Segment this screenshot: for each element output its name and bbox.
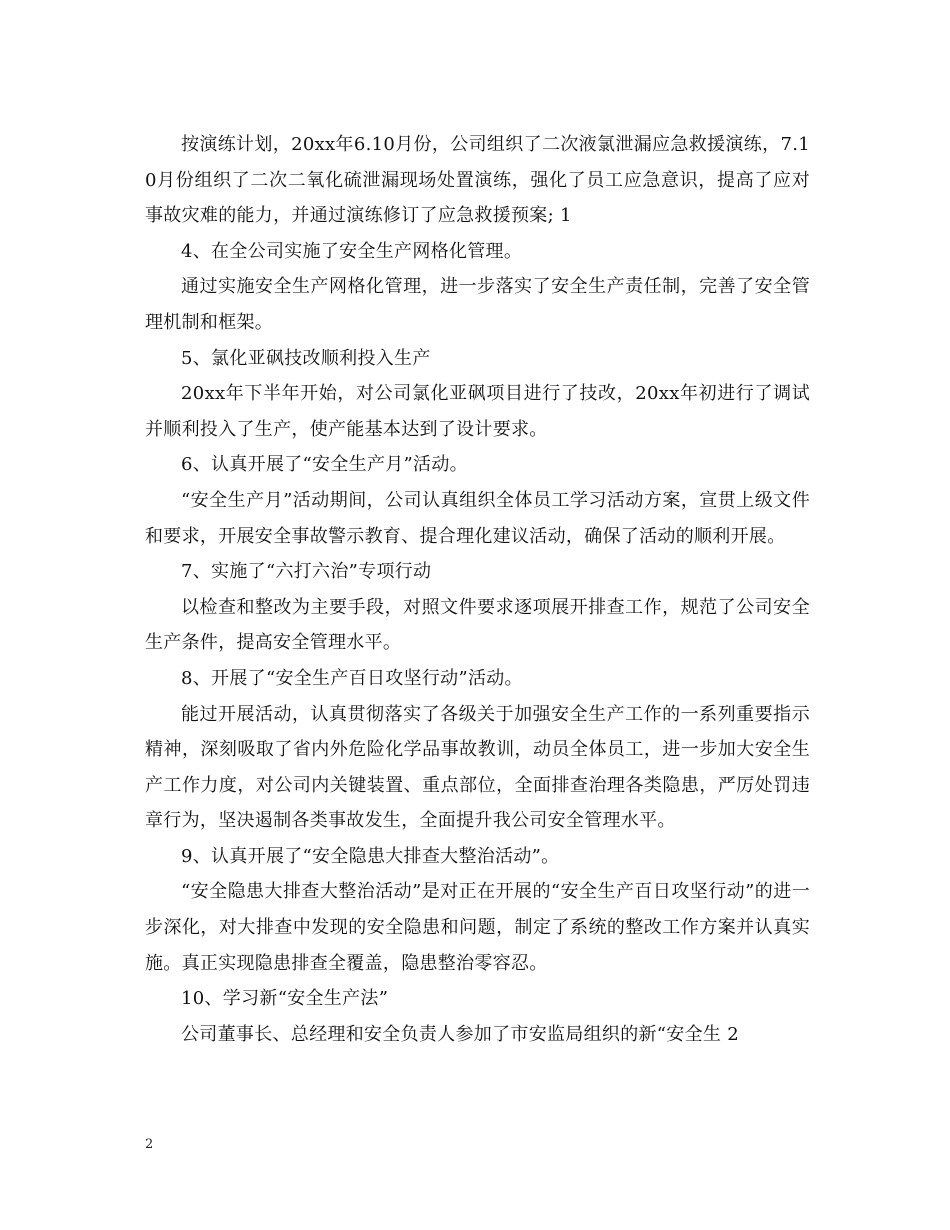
paragraph-drill-plan: 按演练计划，20xx年6.10月份，公司组织了二次液氯泄漏应急救援演练，7.10月份组织了二次二氧化硫泄漏现场处置演练，强化了员工应急意识，提高了应对事故灾难的能力，并通过演练修订了应急救援预案; 1 (145, 134, 810, 227)
paragraph-hundred-days: 能过开展活动，认真贯彻落实了各级关于加强安全生产工作的一系列重要指示精神，深刻吸取了省内外危险化学品事故教训，动员全体员工，进一步加大安全生产工作力度，对公司内关键装置、重点部位，全面排查治理各类隐患，严厉处罚违章行为，坚决遏制各类事故发生，全面提升我公司安全管理水平。 (145, 703, 810, 832)
page-number: 2 (145, 1137, 154, 1152)
paragraph-hazard-inspection: “安全隐患大排查大整治活动”是对正在开展的“安全生产百日攻坚行动”的进一步深化，对大排查中发现的安全隐患和问题，制定了系统的整改工作方案并认真实施。真正实现隐患排查全覆盖，隐患整治零容忍。 (145, 881, 810, 974)
paragraph-new-safety-law: 公司董事长、总经理和安全负责人参加了市安监局组织的新“安全生 2 (181, 1023, 739, 1045)
document-body (145, 127, 810, 1052)
paragraph-grid-management: 通过实施安全生产网格化管理，进一步落实了安全生产责任制，完善了安全管理机制和框架。 (145, 276, 810, 333)
heading-six-six-action: 7、实施了“六打六治”专项行动 (181, 561, 432, 583)
paragraph-thionyl-chloride: 20xx年下半年开始，对公司氯化亚砜项目进行了技改，20xx年初进行了调试并顺利投入了生产，使产能基本达到了设计要求。 (145, 383, 810, 440)
heading-hazard-inspection: 9、认真开展了“安全隐患大排查大整治活动”。 (181, 845, 560, 867)
heading-safety-month: 6、认真开展了“安全生产月”活动。 (181, 454, 468, 476)
paragraph-six-six-action: 以检查和整改为主要手段，对照文件要求逐项展开排查工作，规范了公司安全生产条件，提高安全管理水平。 (145, 596, 810, 654)
heading-hundred-days: 8、开展了“安全生产百日攻坚行动”活动。 (181, 667, 523, 689)
paragraph-safety-month: “安全生产月”活动期间，公司认真组织全体员工学习活动方案，宣贯上级文件和要求，开展安全事故警示教育、提合理化建议活动，确保了活动的顺利开展。 (145, 489, 810, 547)
heading-thionyl-chloride: 5、氯化亚砜技改顺利投入生产 (181, 347, 431, 369)
heading-grid-management: 4、在全公司实施了安全生产网格化管理。 (181, 240, 523, 262)
heading-new-safety-law: 10、学习新“安全生产法” (181, 988, 389, 1010)
